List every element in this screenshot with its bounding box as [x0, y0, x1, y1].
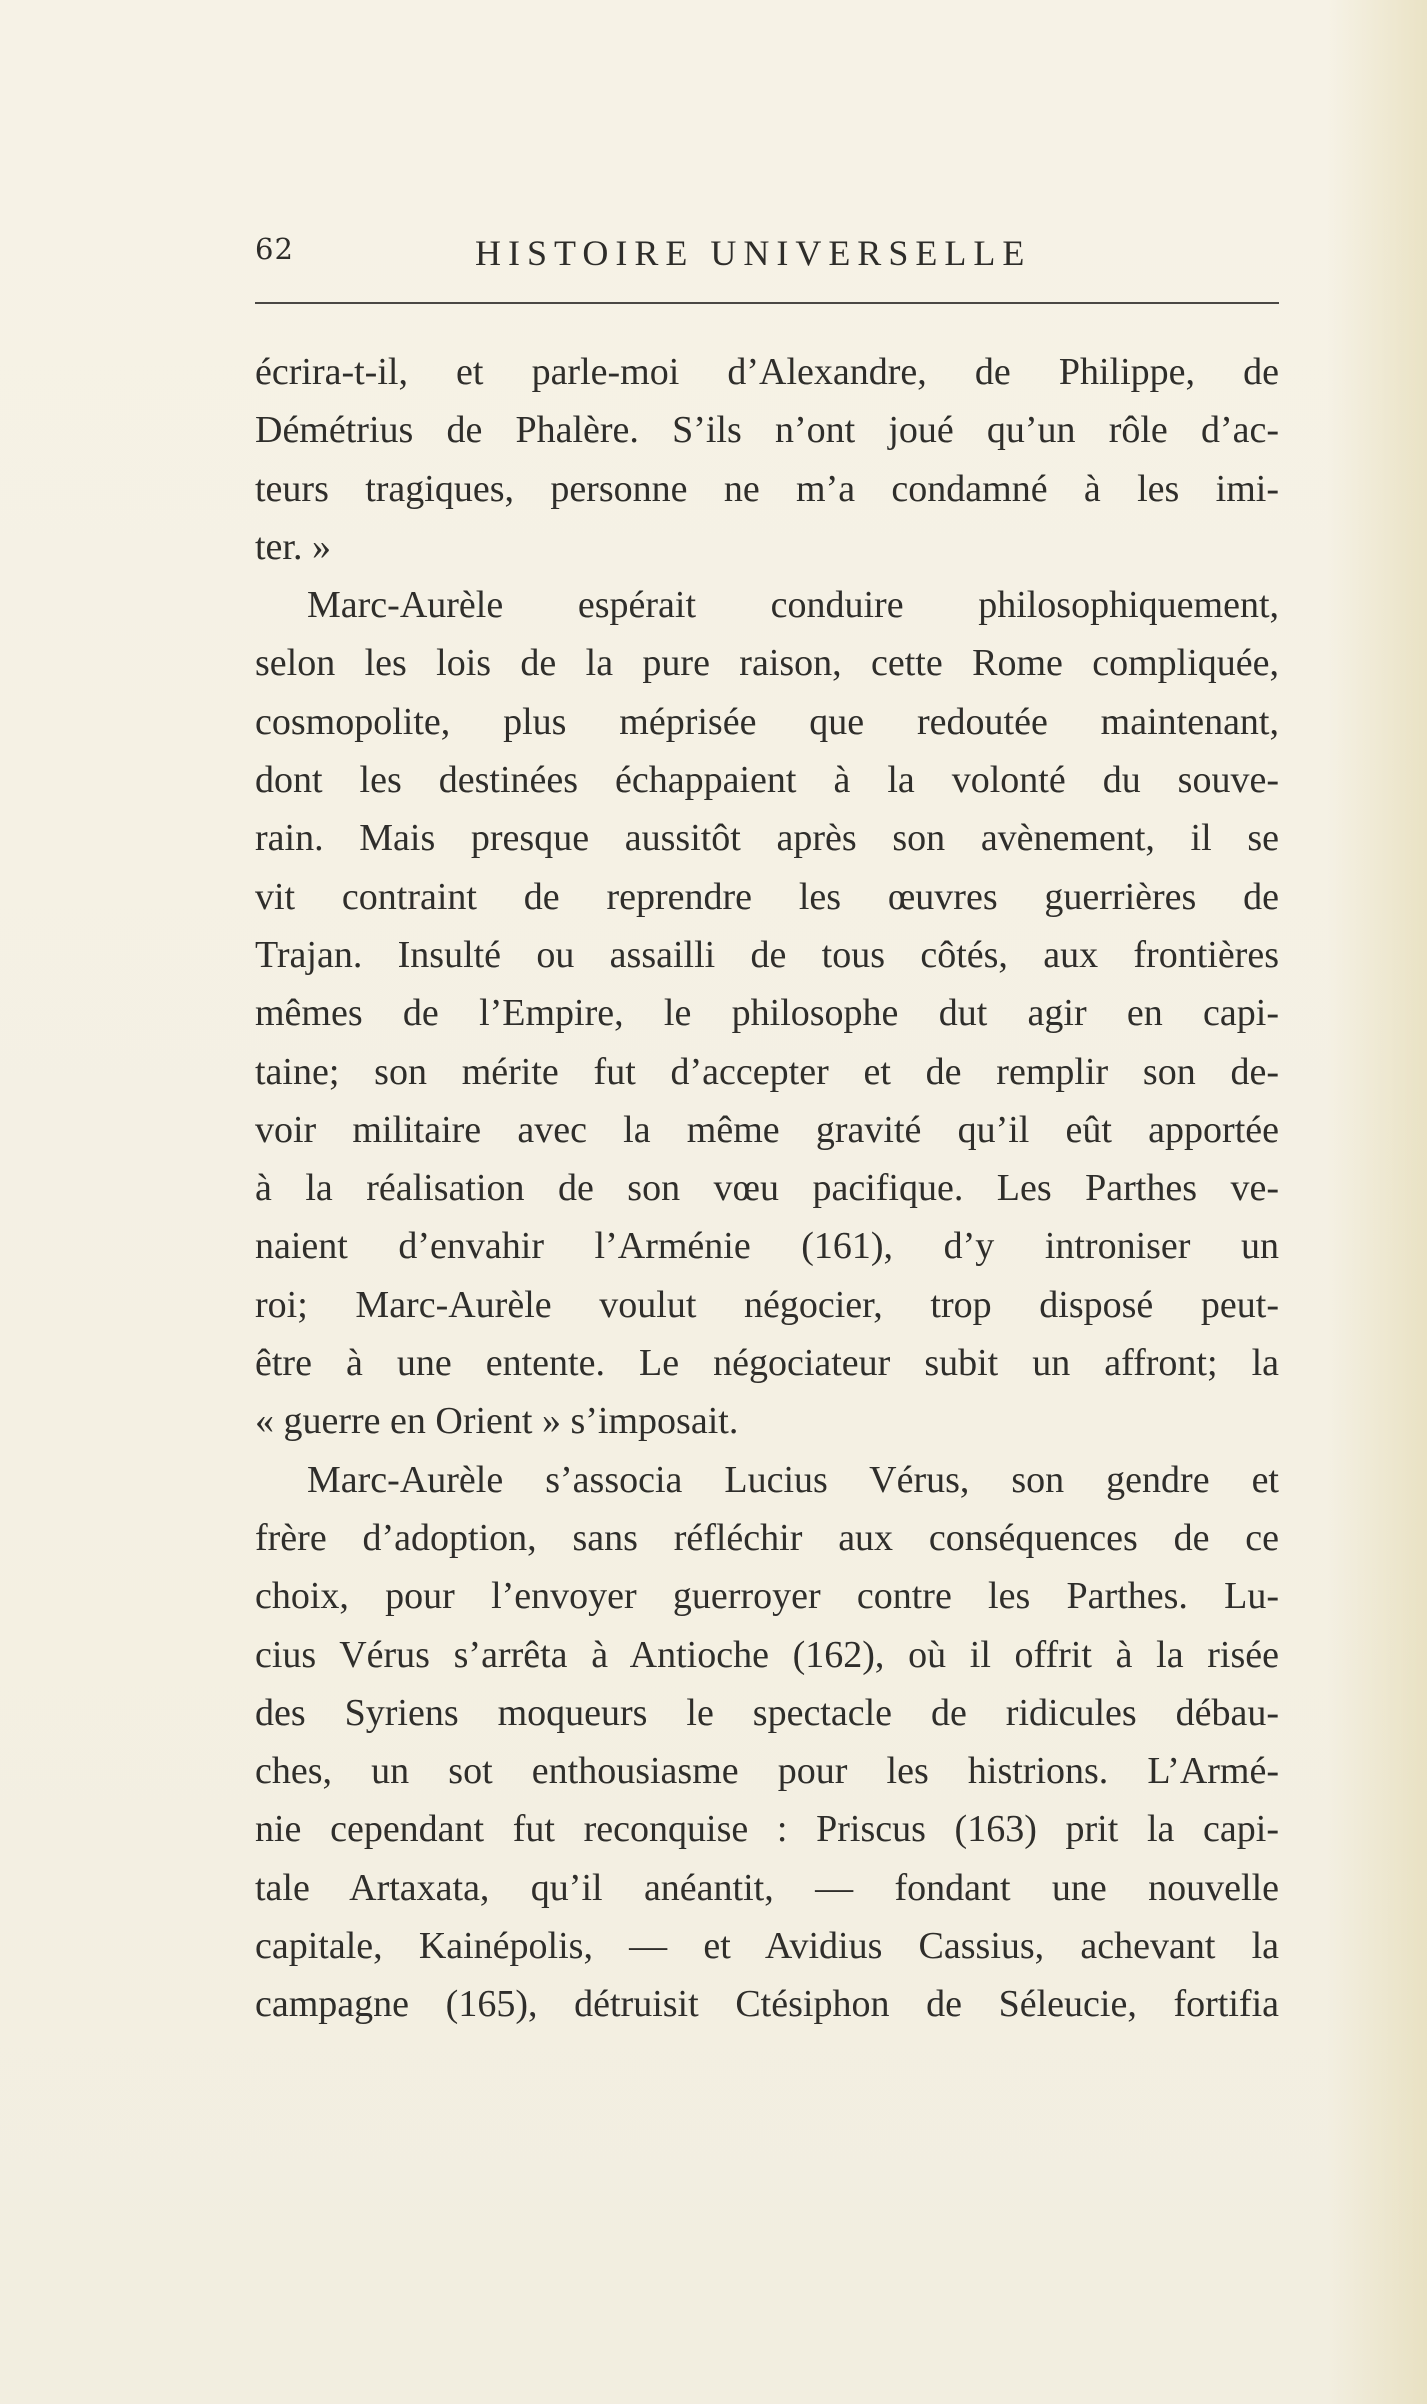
text-line: vit contraint de reprendre les œuvres guerrières de — [255, 875, 1279, 918]
text-line: voir militaire avec la même gravité qu’il eût apportée — [255, 1108, 1279, 1151]
text-line: rain. Mais presque aussitôt après son avènement, il se — [255, 817, 1279, 860]
text-line: écrira-t-il, et parle-moi d’Alexandre, de Philippe, de — [255, 351, 1279, 393]
text-line: être à une entente. Le négociateur subit un affront; la — [255, 1342, 1279, 1385]
text-line: taine; son mérite fut d’accepter et de remplir son de- — [255, 1050, 1279, 1093]
text-line: teurs tragiques, personne ne m’a condamné à les imi- — [255, 467, 1279, 510]
text-line: Démétrius de Phalère. S’ils n’ont joué qu’un rôle d’ac- — [255, 409, 1279, 452]
text-line: roi; Marc-Aurèle voulut négocier, trop disposé peut- — [255, 1283, 1279, 1326]
text-line: Marc-Aurèle s’associa Lucius Vérus, son gendre et — [307, 1458, 1279, 1501]
text-line: Marc-Aurèle espérait conduire philosophiquement, — [307, 584, 1279, 627]
text-line: naient d’envahir l’Arménie (161), d’y introniser un — [255, 1225, 1279, 1268]
page-number: 62 — [255, 232, 294, 266]
text-line: selon les lois de la pure raison, cette Rome compliquée, — [255, 642, 1279, 685]
text-line: choix, pour l’envoyer guerroyer contre les Parthes. Lu- — [255, 1575, 1279, 1618]
text-line: ter. » — [255, 525, 331, 568]
text-line: ches, un sot enthousiasme pour les histrions. L’Armé- — [255, 1750, 1279, 1793]
text-line: des Syriens moqueurs le spectacle de ridicules débau- — [255, 1691, 1279, 1734]
text-line: à la réalisation de son vœu pacifique. Les Parthes ve- — [255, 1167, 1279, 1210]
text-line: cius Vérus s’arrêta à Antioche (162), où il offrit à la risée — [255, 1633, 1279, 1676]
running-title: HISTOIRE UNIVERSELLE — [475, 233, 1032, 273]
text-line: nie cependant fut reconquise : Priscus (163) prit la capi- — [255, 1808, 1279, 1851]
running-head — [255, 232, 1279, 282]
body-text — [255, 343, 1279, 2034]
text-line: « guerre en Orient » s’imposait. — [255, 1400, 739, 1443]
text-line: mêmes de l’Empire, le philosophe dut agir en capi- — [255, 992, 1279, 1035]
text-line: tale Artaxata, qu’il anéantit, — fondant une nouvelle — [255, 1866, 1279, 1909]
text-line: campagne (165), détruisit Ctésiphon de Séleucie, fortifia — [255, 1983, 1279, 2026]
text-line: Trajan. Insulté ou assailli de tous côtés, aux frontières — [255, 933, 1279, 976]
text-line: dont les destinées échappaient à la volonté du souve- — [255, 759, 1279, 802]
header-rule — [255, 302, 1279, 304]
text-line: capitale, Kainépolis, — et Avidius Cassius, achevant la — [255, 1925, 1279, 1968]
text-line: frère d’adoption, sans réfléchir aux conséquences de ce — [255, 1516, 1279, 1559]
text-line: cosmopolite, plus méprisée que redoutée maintenant, — [255, 700, 1279, 743]
